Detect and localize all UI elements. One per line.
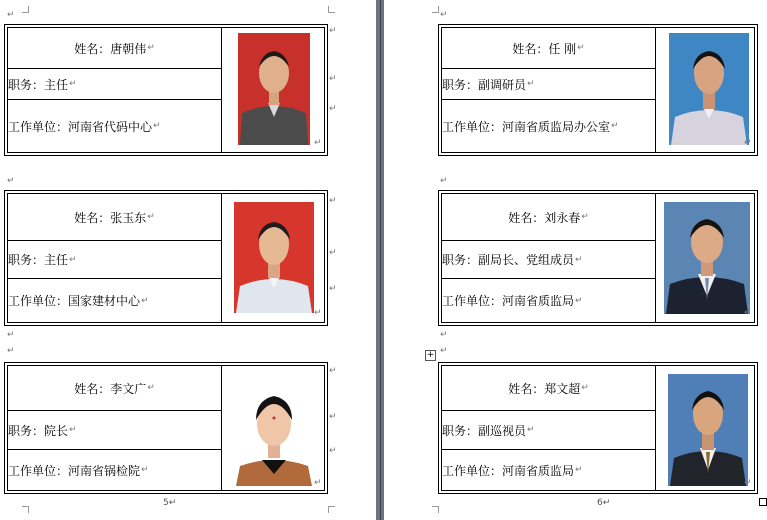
unit-text: 工作单位：河南省代码中心	[8, 119, 153, 134]
photo-cell[interactable]	[221, 366, 323, 490]
title-text: 职务：院长	[8, 423, 69, 438]
cell-mark: ↵	[314, 138, 322, 148]
profile-card[interactable]	[4, 190, 328, 326]
name-text: 姓名：张玉东	[74, 210, 147, 225]
paragraph-mark: ↵	[440, 176, 448, 186]
row-end-mark: ↵	[329, 284, 337, 294]
name-text: 姓名：郑文超	[508, 381, 581, 396]
table-resize-handle-icon[interactable]	[759, 498, 767, 506]
profile-card[interactable]	[438, 362, 758, 494]
cell-mark: ↵	[141, 465, 149, 475]
cell-mark: ↵	[314, 308, 322, 318]
profile-table	[441, 27, 755, 153]
portrait-photo-blue-bg	[668, 374, 748, 486]
cell-mark: ↵	[69, 254, 77, 265]
profile-table	[7, 365, 325, 491]
unit-text: 工作单位：河南省锅检院	[8, 463, 141, 478]
page-number: 6↵	[597, 498, 611, 508]
title-text: 职务：主任	[8, 253, 69, 267]
paragraph-mark: ↵	[440, 330, 448, 340]
row-end-mark: ↵	[329, 248, 337, 258]
profile-table	[7, 27, 325, 153]
name-text: 姓名：任 刚	[512, 41, 577, 56]
unit-text: 工作单位：国家建材中心	[8, 294, 141, 308]
title-cell[interactable]	[442, 241, 655, 279]
profile-card[interactable]	[438, 24, 758, 156]
name-cell[interactable]	[8, 194, 221, 241]
title-cell[interactable]	[8, 411, 221, 450]
cell-mark: ↵	[744, 308, 752, 318]
title-cell[interactable]	[8, 241, 221, 279]
portrait-photo-blue-bg	[664, 202, 750, 314]
cell-mark: ↵	[744, 138, 752, 148]
photo-cell[interactable]	[221, 28, 323, 152]
photo-cell[interactable]	[655, 28, 753, 152]
profile-card[interactable]	[4, 24, 328, 156]
paragraph-mark: ↵	[7, 10, 15, 20]
profile-card[interactable]	[4, 362, 328, 494]
unit-cell[interactable]	[442, 279, 655, 322]
margin-corner-mark	[328, 6, 335, 13]
name-cell[interactable]	[442, 28, 655, 69]
page-right	[384, 0, 767, 520]
unit-cell[interactable]	[8, 279, 221, 322]
name-cell[interactable]	[8, 366, 221, 411]
cell-mark: ↵	[575, 254, 583, 265]
title-cell[interactable]	[442, 411, 655, 450]
cell-mark: ↵	[314, 478, 322, 488]
title-text: 职务：副调研员	[442, 77, 527, 92]
title-cell[interactable]	[8, 69, 221, 100]
cell-mark: ↵	[575, 465, 583, 475]
row-end-mark: ↵	[329, 196, 337, 206]
profile-table	[441, 193, 755, 323]
cell-mark: ↵	[527, 79, 535, 89]
unit-text: 工作单位：河南省质监局	[442, 294, 575, 308]
cell-mark: ↵	[527, 425, 535, 435]
unit-text: 工作单位：河南省质监局办公室	[442, 119, 611, 134]
profile-card[interactable]	[438, 190, 758, 326]
paragraph-mark: ↵	[7, 346, 15, 356]
profile-table	[7, 193, 325, 323]
title-cell[interactable]	[442, 69, 655, 100]
name-cell[interactable]	[442, 366, 655, 411]
portrait-photo-white-bg	[232, 374, 316, 486]
portrait-photo-red-bg	[234, 202, 314, 313]
photo-cell[interactable]	[655, 366, 753, 490]
name-cell[interactable]	[442, 194, 655, 241]
row-end-mark: ↵	[329, 26, 337, 36]
margin-corner-mark	[432, 506, 439, 513]
cell-mark: ↵	[581, 212, 589, 222]
name-text: 姓名：李文广	[74, 381, 147, 396]
row-end-mark: ↵	[329, 412, 337, 422]
cell-mark: ↵	[141, 295, 149, 306]
name-cell[interactable]	[8, 28, 221, 69]
photo-cell[interactable]	[655, 194, 753, 322]
unit-cell[interactable]	[8, 100, 221, 152]
profile-table	[441, 365, 755, 491]
page-left	[0, 0, 376, 520]
name-text: 姓名：唐朝伟	[74, 41, 147, 56]
margin-corner-mark	[22, 506, 29, 513]
row-end-mark: ↵	[329, 74, 337, 84]
name-text: 姓名：刘永春	[508, 210, 581, 225]
title-text: 职务：副巡视员	[442, 423, 527, 438]
cell-mark: ↵	[147, 212, 155, 222]
unit-cell[interactable]	[442, 450, 655, 490]
paragraph-mark: ↵	[440, 346, 448, 356]
margin-corner-mark	[22, 6, 29, 13]
unit-text: 工作单位：河南省质监局	[442, 463, 575, 478]
paragraph-mark: ↵	[7, 176, 15, 186]
paragraph-mark: ↵	[440, 10, 448, 20]
title-text: 职务：副局长、党组成员	[442, 253, 575, 267]
margin-corner-mark	[432, 6, 439, 13]
cell-mark: ↵	[611, 121, 619, 131]
photo-cell[interactable]	[221, 194, 323, 322]
page-number: 5↵	[163, 498, 177, 508]
title-text: 职务：主任	[8, 77, 69, 92]
cell-mark: ↵	[581, 383, 589, 393]
paragraph-mark: ↵	[7, 330, 15, 340]
unit-cell[interactable]	[8, 450, 221, 490]
portrait-photo-blue-bg	[669, 33, 749, 145]
row-end-mark: ↵	[329, 446, 337, 456]
table-move-handle-icon[interactable]: +	[426, 350, 435, 360]
cell-mark: ↵	[575, 295, 583, 306]
page-separator	[380, 0, 381, 520]
row-end-mark: ↵	[329, 366, 337, 376]
cell-mark: ↵	[69, 79, 77, 89]
cell-mark: ↵	[147, 383, 155, 393]
row-end-mark: ↵	[329, 104, 337, 114]
margin-corner-mark	[328, 506, 335, 513]
cell-mark: ↵	[69, 425, 77, 435]
cell-mark: ↵	[153, 121, 161, 131]
portrait-photo-red-bg	[238, 33, 310, 145]
unit-cell[interactable]	[442, 100, 655, 152]
cell-mark: ↵	[147, 43, 155, 53]
cell-mark: ↵	[744, 478, 752, 488]
cell-mark: ↵	[577, 43, 585, 53]
